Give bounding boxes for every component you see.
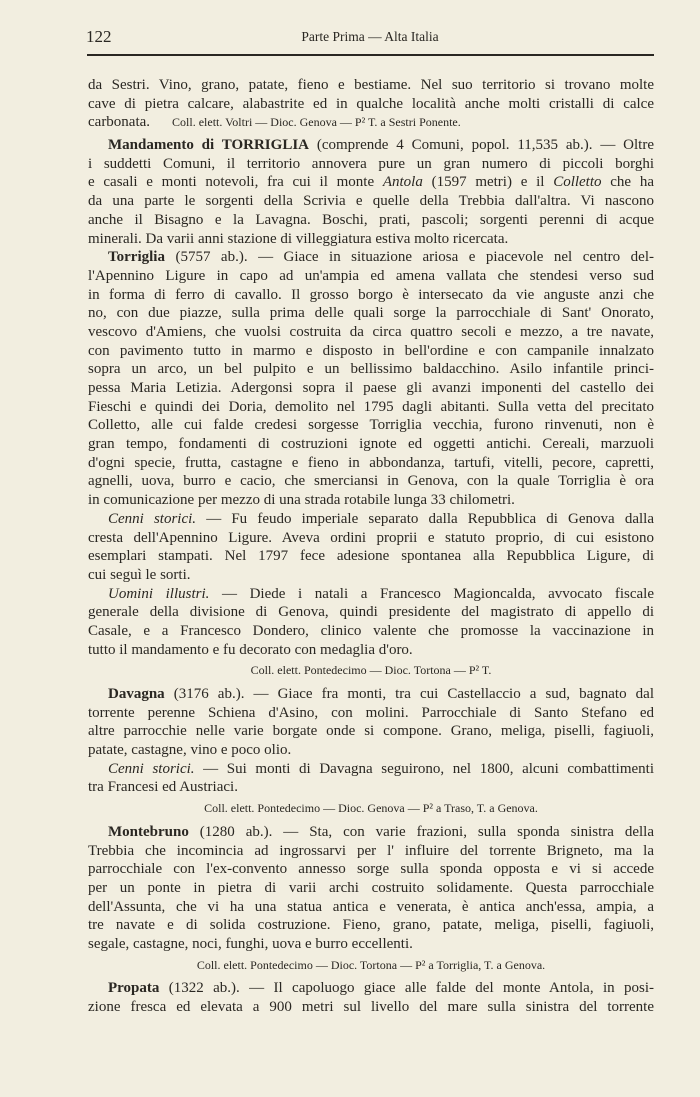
text-span: esemplari stampati. Nel 1797 fece adesione spontanea alla Repubblica Ligure, di: [88, 548, 654, 565]
paragraph: [88, 823, 654, 975]
text-line: [88, 547, 654, 566]
header-rule: [87, 54, 654, 56]
text-line: [88, 360, 654, 379]
text-span: no, con due piazze, sulla prima delle quali sorge la parrocchiale di Sant' Onorato,: [88, 305, 654, 322]
text-span: (3176 ab.). — Giace fra monti, tra cui Castellaccio a sud, bagnato dal: [164, 686, 654, 702]
paragraph: [88, 76, 654, 132]
paragraph: [88, 248, 654, 510]
text-span: dell'Assunta, che vi ha una statua antica e venerata, è antica anch'essa, ampia, a: [88, 898, 654, 915]
text-line: [88, 416, 654, 435]
electoral-note: Coll. elett. Pontedecimo — Dioc. Tortona — P² a Torriglia, T. a Genova.: [196, 957, 546, 972]
text-span: — Sui monti di Davagna seguirono, nel 1800, alcuni combattimenti: [194, 760, 655, 777]
text-span: — Diede i natali a Francesco Magioncalda, avvocato fiscale: [209, 585, 654, 602]
text-line: [88, 860, 654, 879]
text-line: [88, 566, 654, 585]
text-span: torrente perenne Schiena d'Asino, con molini. Parrocchiale di Santo Stefano ed: [88, 704, 654, 721]
page-number: 122: [86, 27, 112, 46]
text-span: (5757 ab.). — Giace in situazione ariosa e piacevole nel centro del-: [164, 249, 654, 266]
text-span: patate, castagne, vino e poco olio.: [88, 742, 292, 759]
text-line: [88, 585, 654, 604]
text-span: tre navate e di solida costruzione. Fieno, grano, patate, meliga, piselli, fagiuoli,: [88, 917, 654, 934]
text-span: e casali e monti notevoli, fra cui il monte: [88, 174, 383, 191]
text-span: per un ponte in pietra di varii archi costruito solidamente. Questa parrocchiale: [88, 879, 654, 896]
entry-heading: Mandamento di TORRIGLIA: [108, 137, 309, 154]
text-line: [88, 248, 654, 267]
text-span: (1597 metri) e il: [422, 174, 554, 191]
text-span: (comprende 4 Comuni, popol. 11,535 ab.). — Oltre: [309, 137, 654, 154]
text-line: [88, 998, 654, 1017]
text-span: — Fu feudo imperiale separato dalla Repubblica di Genova dalla: [196, 510, 654, 527]
italic-text: Uomini illustri.: [108, 585, 210, 602]
text-line: [88, 136, 654, 155]
text-span: gran tempo, fondamenti di costruzioni ignote ed oggetti antichi. Cereali, marzuoli: [88, 436, 654, 453]
text-span: cui seguì le sorti.: [88, 566, 191, 583]
entry-heading: Torriglia: [108, 249, 165, 266]
text-span: da Sestri. Vino, grano, patate, fieno e bestiame. Nel suo territorio si trovano molte: [88, 77, 654, 93]
text-line: [88, 76, 654, 95]
text-line: [88, 173, 654, 192]
text-line: [88, 842, 654, 861]
text-line: [88, 879, 654, 898]
paragraph: [88, 979, 654, 1016]
text-line: [88, 113, 654, 132]
running-title: Parte Prima — Alta Italia: [301, 29, 439, 44]
italic-text: Cenni storici.: [108, 760, 195, 777]
text-span: l'Apennino Ligure in capo ad un'ampia ed amena vallata che stendesi verso sud: [88, 267, 654, 284]
text-line: [88, 491, 654, 510]
text-line: [88, 323, 654, 342]
text-line: [88, 823, 654, 842]
text-span: (1280 ab.). — Sta, con varie frazioni, sulla sponda sinistra della: [188, 823, 654, 840]
text-span: che ha: [601, 174, 654, 191]
text-span: cresta dell'Apennino Ligure. Aveva ordini proprii e statuto proprio, di cui esistono: [88, 529, 654, 546]
entry-heading: Davagna: [108, 686, 165, 702]
text-line: [88, 778, 654, 797]
text-line: [88, 916, 654, 935]
electoral-note: Coll. elett. Voltri — Dioc. Genova — P² T. a Sestri Ponente.: [172, 115, 461, 130]
text-line: [88, 603, 654, 622]
electoral-note: Coll. elett. Pontedecimo — Dioc. Tortona — P² T.: [250, 663, 492, 678]
text-span: altre parrocchie nelle varie borgate onde si compone. Grano, meliga, piselli, fagiuoli,: [88, 723, 654, 740]
text-span: in forma di ferro di cavallo. Il grosso borgo è intersecato da vie anguste anzi che: [88, 286, 654, 303]
text-span: Colletto, alle cui falde credesi sorgesse Torriglia vecchia, furono rinvenuti, non è: [88, 417, 654, 434]
text-span: tra Francesi ed Austriaci.: [88, 779, 238, 796]
text-line: [88, 685, 654, 704]
text-span: cave di pietra calcare, alabastrite ed in qualche località anche molti cristalli di calce: [88, 95, 654, 112]
text-line: [88, 304, 654, 323]
text-span: agnelli, uova, burro e cacio, che smerciansi in Genova, con la quale Torriglia è ora: [88, 473, 654, 490]
text-span: con pavimento tutto in marmo e disposto in bell'ordine e con campanile innalzato: [88, 342, 654, 359]
text-line: [88, 435, 654, 454]
text-line: [88, 211, 654, 230]
text-line: [88, 267, 654, 286]
text-line: [88, 398, 654, 417]
entry-heading: Montebruno: [108, 823, 189, 840]
entry-heading: Propata: [108, 980, 160, 997]
text-span: i suddetti Comuni, il territorio annovera pure un gran numero di piccoli borghi: [88, 155, 654, 172]
text-line: [88, 379, 654, 398]
text-span: pessa Maria Letizia. Adergonsi sopra il paese gli avanzi imponenti del castello dei: [88, 380, 654, 396]
text-line: [88, 230, 654, 249]
text-span: tutto il mandamento e fu decorato con medaglia d'oro.: [88, 641, 413, 658]
paragraph: [88, 585, 654, 680]
text-line: [88, 722, 654, 741]
text-line: [88, 760, 654, 779]
text-line: [88, 95, 654, 114]
text-span: parrocchiale con l'ex-convento annesso sorge sulla sponda opposta e vi si accede: [88, 861, 654, 878]
paragraph: [88, 760, 654, 818]
text-span: generale della divisione di Genova, quindi presidente del magistrato di appello di: [88, 604, 654, 621]
text-line: [88, 622, 654, 641]
text-span: segale, castagne, noci, funghi, uova e burro eccellenti.: [88, 935, 413, 952]
text-span: Trebbia che incomincia ad ingrossarvi per l' influire del torrente Brigneto, ma la: [88, 842, 654, 859]
text-span: anche il Bisagno e la Lavagna. Boschi, prati, pascoli; sorgenti perenni di acque: [88, 211, 654, 228]
paragraph: [88, 510, 654, 585]
text-span: sopra un arco, un bel pulpito e un bellissimo baldacchino. Asilo infantile princi-: [88, 361, 654, 378]
text-line: [88, 704, 654, 723]
text-span: da una parte le sorgenti della Scrivia e quelle della Trebbia dall'altra. Vi nascono: [88, 193, 654, 210]
paragraph: [88, 136, 654, 248]
text-line: [88, 741, 654, 760]
text-span: zione fresca ed elevata a 900 metri sul livello del mare sulla sinistra del torrente: [88, 999, 654, 1015]
text-line: [88, 529, 654, 548]
text-line: [88, 192, 654, 211]
text-span: vescovo d'Amiens, che vuolsi costruita da circa quattro secoli e mezzo, a tre navate,: [88, 323, 654, 340]
text-line: [88, 641, 654, 660]
text-line: [88, 286, 654, 305]
text-line: [88, 472, 654, 491]
text-line: [88, 935, 654, 954]
text-span: carbonata.: [88, 114, 151, 131]
text-line: [88, 342, 654, 361]
text-span: minerali. Da varii anni stazione di villeggiatura estiva molto ricercata.: [88, 230, 509, 247]
text-span: Fieschi e quindi dei Doria, demolito nel 1795 dagli abitanti. Sulla vetta del precitato: [88, 398, 654, 415]
electoral-note: Coll. elett. Pontedecimo — Dioc. Genova — P² a Traso, T. a Genova.: [204, 801, 538, 816]
italic-text: Cenni storici.: [108, 510, 197, 527]
text-line: [88, 155, 654, 174]
italic-text: Antola: [382, 174, 423, 191]
text-span: in comunicazione per mezzo di una strada rotabile lunga 33 chilometri.: [88, 492, 515, 509]
text-span: d'ogni specie, frutta, castagne e fieno in abbondanza, tartufi, vitelli, pecore, capretti,: [88, 454, 654, 471]
page-body: [88, 76, 654, 1017]
text-line: [88, 979, 654, 998]
text-span: (1322 ab.). — Il capoluogo giace alle falde del monte Antola, in posi-: [159, 980, 654, 997]
text-line: [88, 898, 654, 917]
text-line: [88, 454, 654, 473]
text-line: [88, 510, 654, 529]
italic-text: Colletto: [553, 174, 602, 191]
paragraph: [88, 685, 654, 760]
text-span: Casale, e a Francesco Dondero, clinico valente che promosse la vaccinazione in: [88, 622, 654, 639]
